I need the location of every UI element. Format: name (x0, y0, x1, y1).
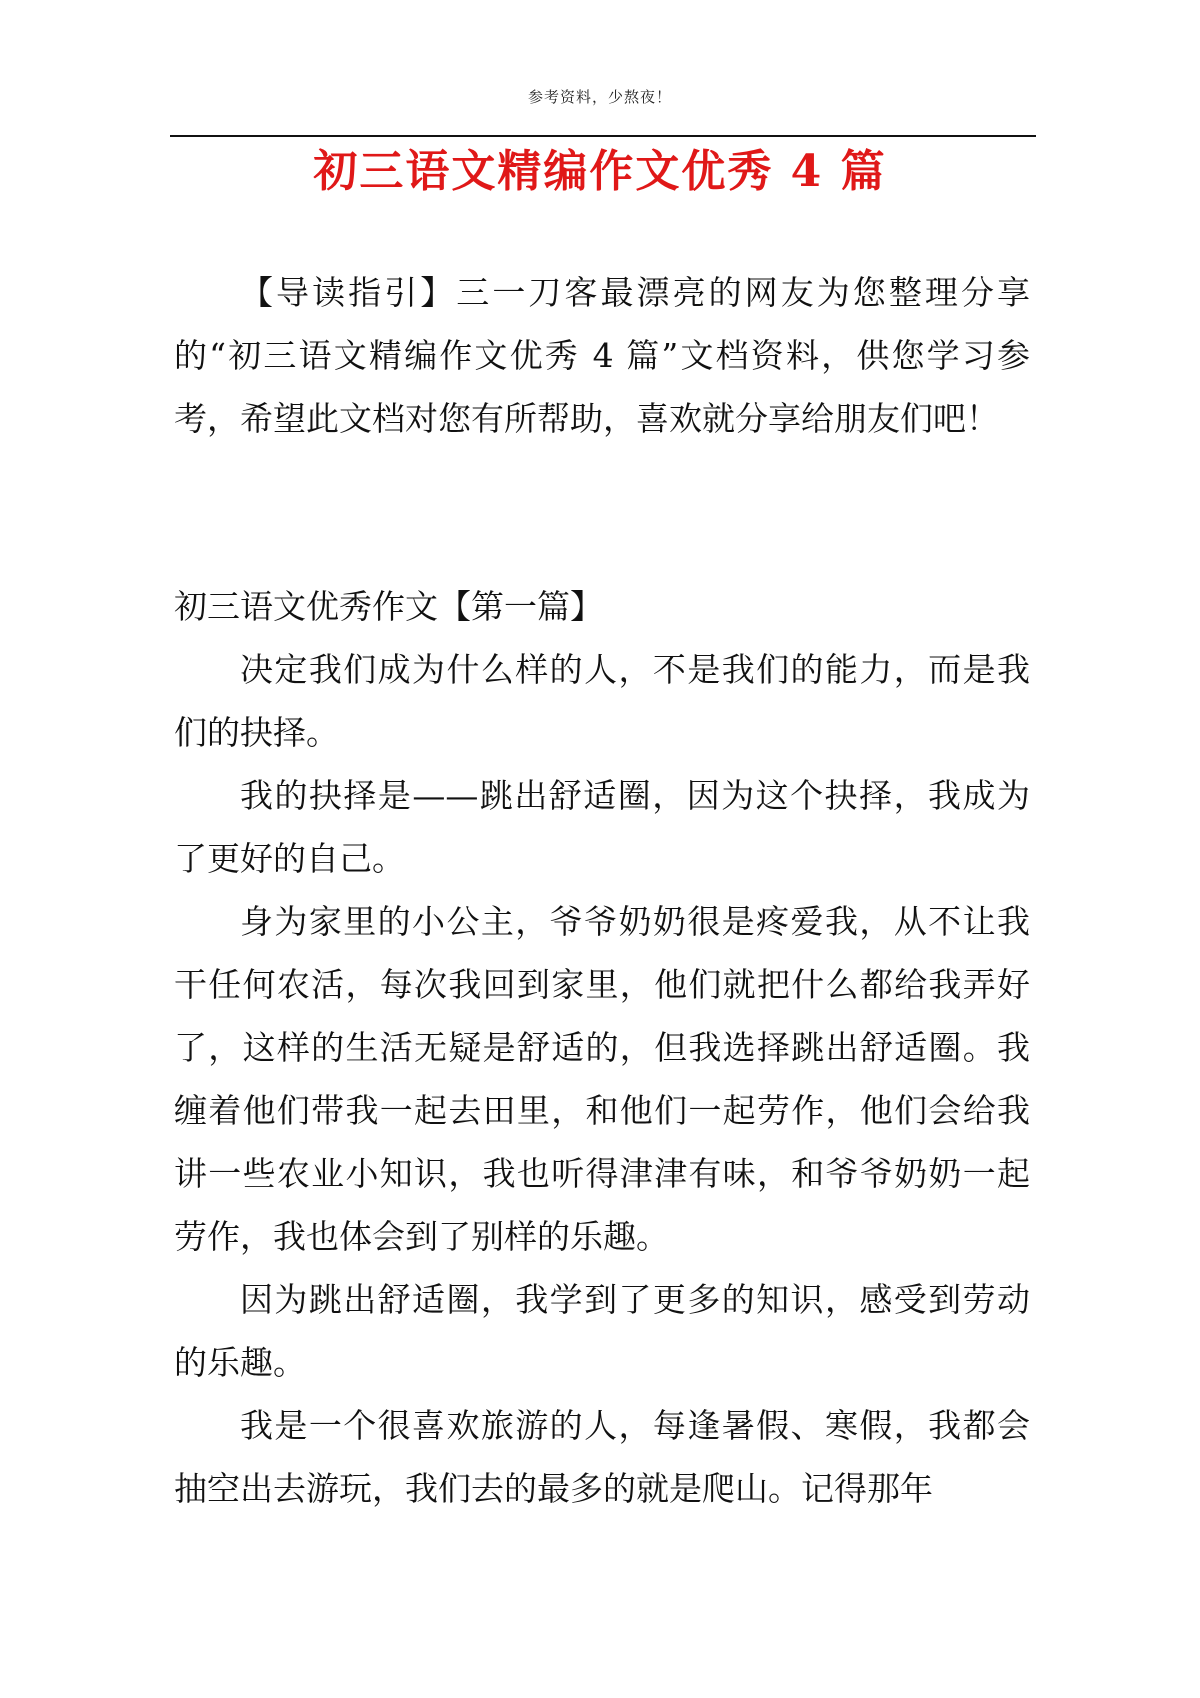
essay-paragraph: 身为家里的小公主，爷爷奶奶很是疼爱我，从不让我干任何农活，每次我回到家里，他们就把什么都给我弄好了，这样的生活无疑是舒适的，但我选择跳出舒适圈。我缠着他们带我一起去田里，和他们一起劳作，他们会给我讲一些农业小知识，我也听得津津有味，和爷爷奶奶一起劳作，我也体会到了别样的乐趣。 (174, 902, 1030, 1256)
header-note: 参考资料，少熬夜！ (527, 88, 672, 106)
essay-paragraph: 因为跳出舒适圈，我学到了更多的知识，感受到劳动的乐趣。 (174, 1280, 1030, 1382)
essay-paragraph: 决定我们成为什么样的人，不是我们的能力，而是我们的抉择。 (174, 650, 1030, 752)
essay-paragraph: 我的抉择是——跳出舒适圈，因为这个抉择，我成为了更好的自己。 (174, 776, 1030, 878)
document-title: 初三语文精编作文优秀 4 篇 (313, 146, 887, 197)
header-divider (170, 135, 1036, 137)
essay-paragraph: 我是一个很喜欢旅游的人，每逢暑假、寒假，我都会抽空出去游玩，我们去的最多的就是爬山。记得那年 (174, 1406, 1030, 1508)
essay-content (174, 638, 1030, 1520)
intro-paragraph: 【导读指引】三一刀客最漂亮的网友为您整理分享的“初三语文精编作文优秀 4 篇”文档资料，供您学习参考，希望此文档对您有所帮助，喜欢就分享给朋友们吧！ (174, 273, 1030, 438)
section-heading: 初三语文优秀作文【第一篇】 (174, 587, 603, 626)
